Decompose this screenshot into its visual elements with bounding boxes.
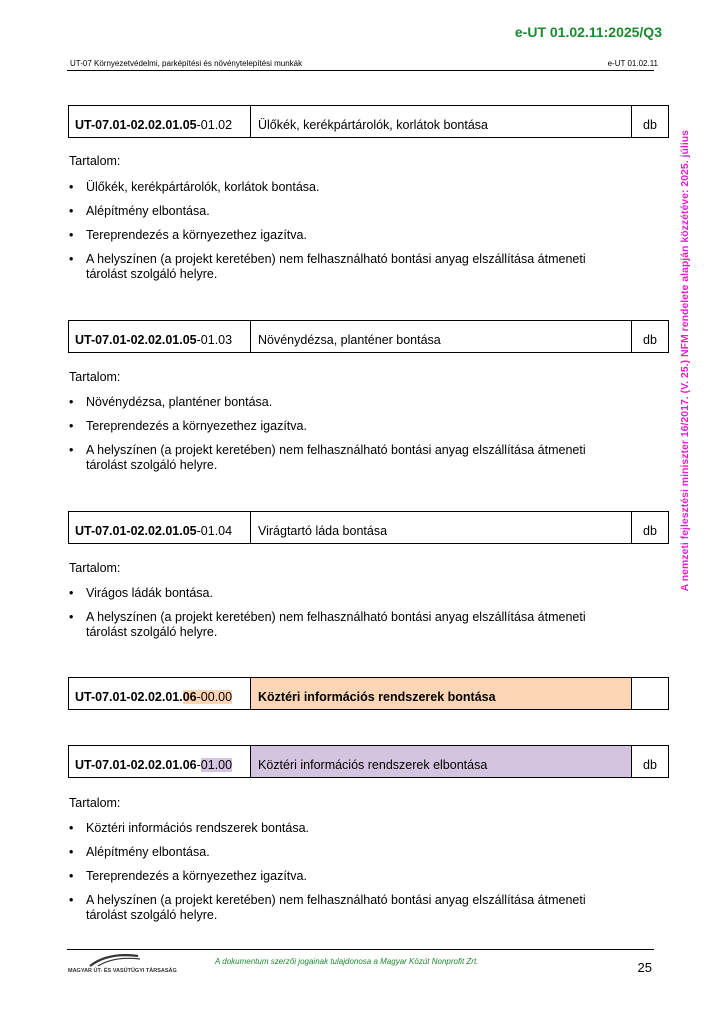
side-note-text: A nemzeti fejlesztési miniszter 16/2017. (V. 25.) NFM rendelete alapján közzétéve: 2025. július [679, 130, 691, 592]
list-item: • Alépítmény elbontása. [69, 204, 629, 219]
item-name: Köztéri információs rendszerek elbontása [251, 746, 632, 777]
side-note [673, 96, 697, 626]
bullet-list [69, 821, 629, 932]
doc-code: e-UT 01.02.11:2025/Q3 [514, 24, 662, 40]
header-divider [67, 70, 654, 71]
list-item: • A helyszínen (a projekt keretében) nem felhasználható bontási anyag elszállítása átmeneti tárolást szolgáló helyre. [69, 893, 629, 923]
list-item: • Virágos ládák bontása. [69, 586, 629, 601]
item-row [68, 511, 669, 544]
item-code: UT-07.01-02.02.01. 06 -00.00 [69, 678, 251, 709]
list-item: • Tereprendezés a környezethez igazítva. [69, 869, 629, 884]
footer-note: A dokumentum szerzői jogainak tulajdonosa a Magyar Közút Nonprofit Zrt. [215, 957, 479, 966]
item-unit: db [643, 118, 657, 132]
item-name: Virágtartó láda bontása [251, 512, 632, 543]
list-item: • Növénydézsa, planténer bontása. [69, 395, 629, 410]
header-right: e-UT 01.02.11 [607, 59, 658, 68]
list-item: • Köztéri információs rendszerek bontása. [69, 821, 629, 836]
item-row [68, 745, 669, 778]
bullet-list [69, 586, 629, 649]
list-item: • A helyszínen (a projekt keretében) nem felhasználható bontási anyag elszállítása átmeneti tárolást szolgáló helyre. [69, 443, 629, 473]
list-item: • Ülőkék, kerékpártárolók, korlátok bontása. [69, 180, 629, 195]
item-unit: db [643, 333, 657, 347]
content-label: Tartalom: [69, 561, 121, 575]
item-name: Növénydézsa, planténer bontása [251, 321, 632, 352]
item-code: UT-07.01-02.02.01.05 -01.03 [69, 321, 251, 352]
footer-logo [68, 952, 177, 974]
content-label: Tartalom: [69, 154, 121, 168]
item-row [68, 105, 669, 138]
item-unit [632, 678, 668, 709]
page-number: 25 [637, 960, 652, 975]
item-unit: db [643, 524, 657, 538]
bullet-list [69, 395, 629, 482]
list-item: • A helyszínen (a projekt keretében) nem felhasználható bontási anyag elszállítása átmeneti tárolást szolgáló helyre. [69, 252, 629, 282]
content-label: Tartalom: [69, 796, 121, 810]
bullet-list [69, 180, 629, 291]
item-code: UT-07.01-02.02.01.05 -01.02 [69, 106, 251, 137]
item-code: UT-07.01-02.02.01.06 - 01.00 [69, 746, 251, 777]
list-item: • Tereprendezés a környezethez igazítva. [69, 228, 629, 243]
header-left: UT-07 Környezetvédelmi, parképítési és növénytelepítési munkák [70, 59, 303, 68]
list-item: • Alépítmény elbontása. [69, 845, 629, 860]
item-name: Köztéri információs rendszerek bontása [251, 678, 632, 709]
list-item: • Tereprendezés a környezethez igazítva. [69, 419, 629, 434]
footer-divider [67, 949, 654, 950]
content-label: Tartalom: [69, 370, 121, 384]
item-row [68, 320, 669, 353]
item-code: UT-07.01-02.02.01.05 -01.04 [69, 512, 251, 543]
logo-text: MAGYAR ÚT- ÉS VASÚTÜGYI TÁRSASÁG [68, 968, 177, 974]
item-name: Ülőkék, kerékpártárolók, korlátok bontása [251, 106, 632, 137]
road-logo-icon [68, 952, 158, 968]
item-row [68, 677, 669, 710]
item-unit: db [643, 758, 657, 772]
list-item: • A helyszínen (a projekt keretében) nem felhasználható bontási anyag elszállítása átmeneti tárolást szolgáló helyre. [69, 610, 629, 640]
